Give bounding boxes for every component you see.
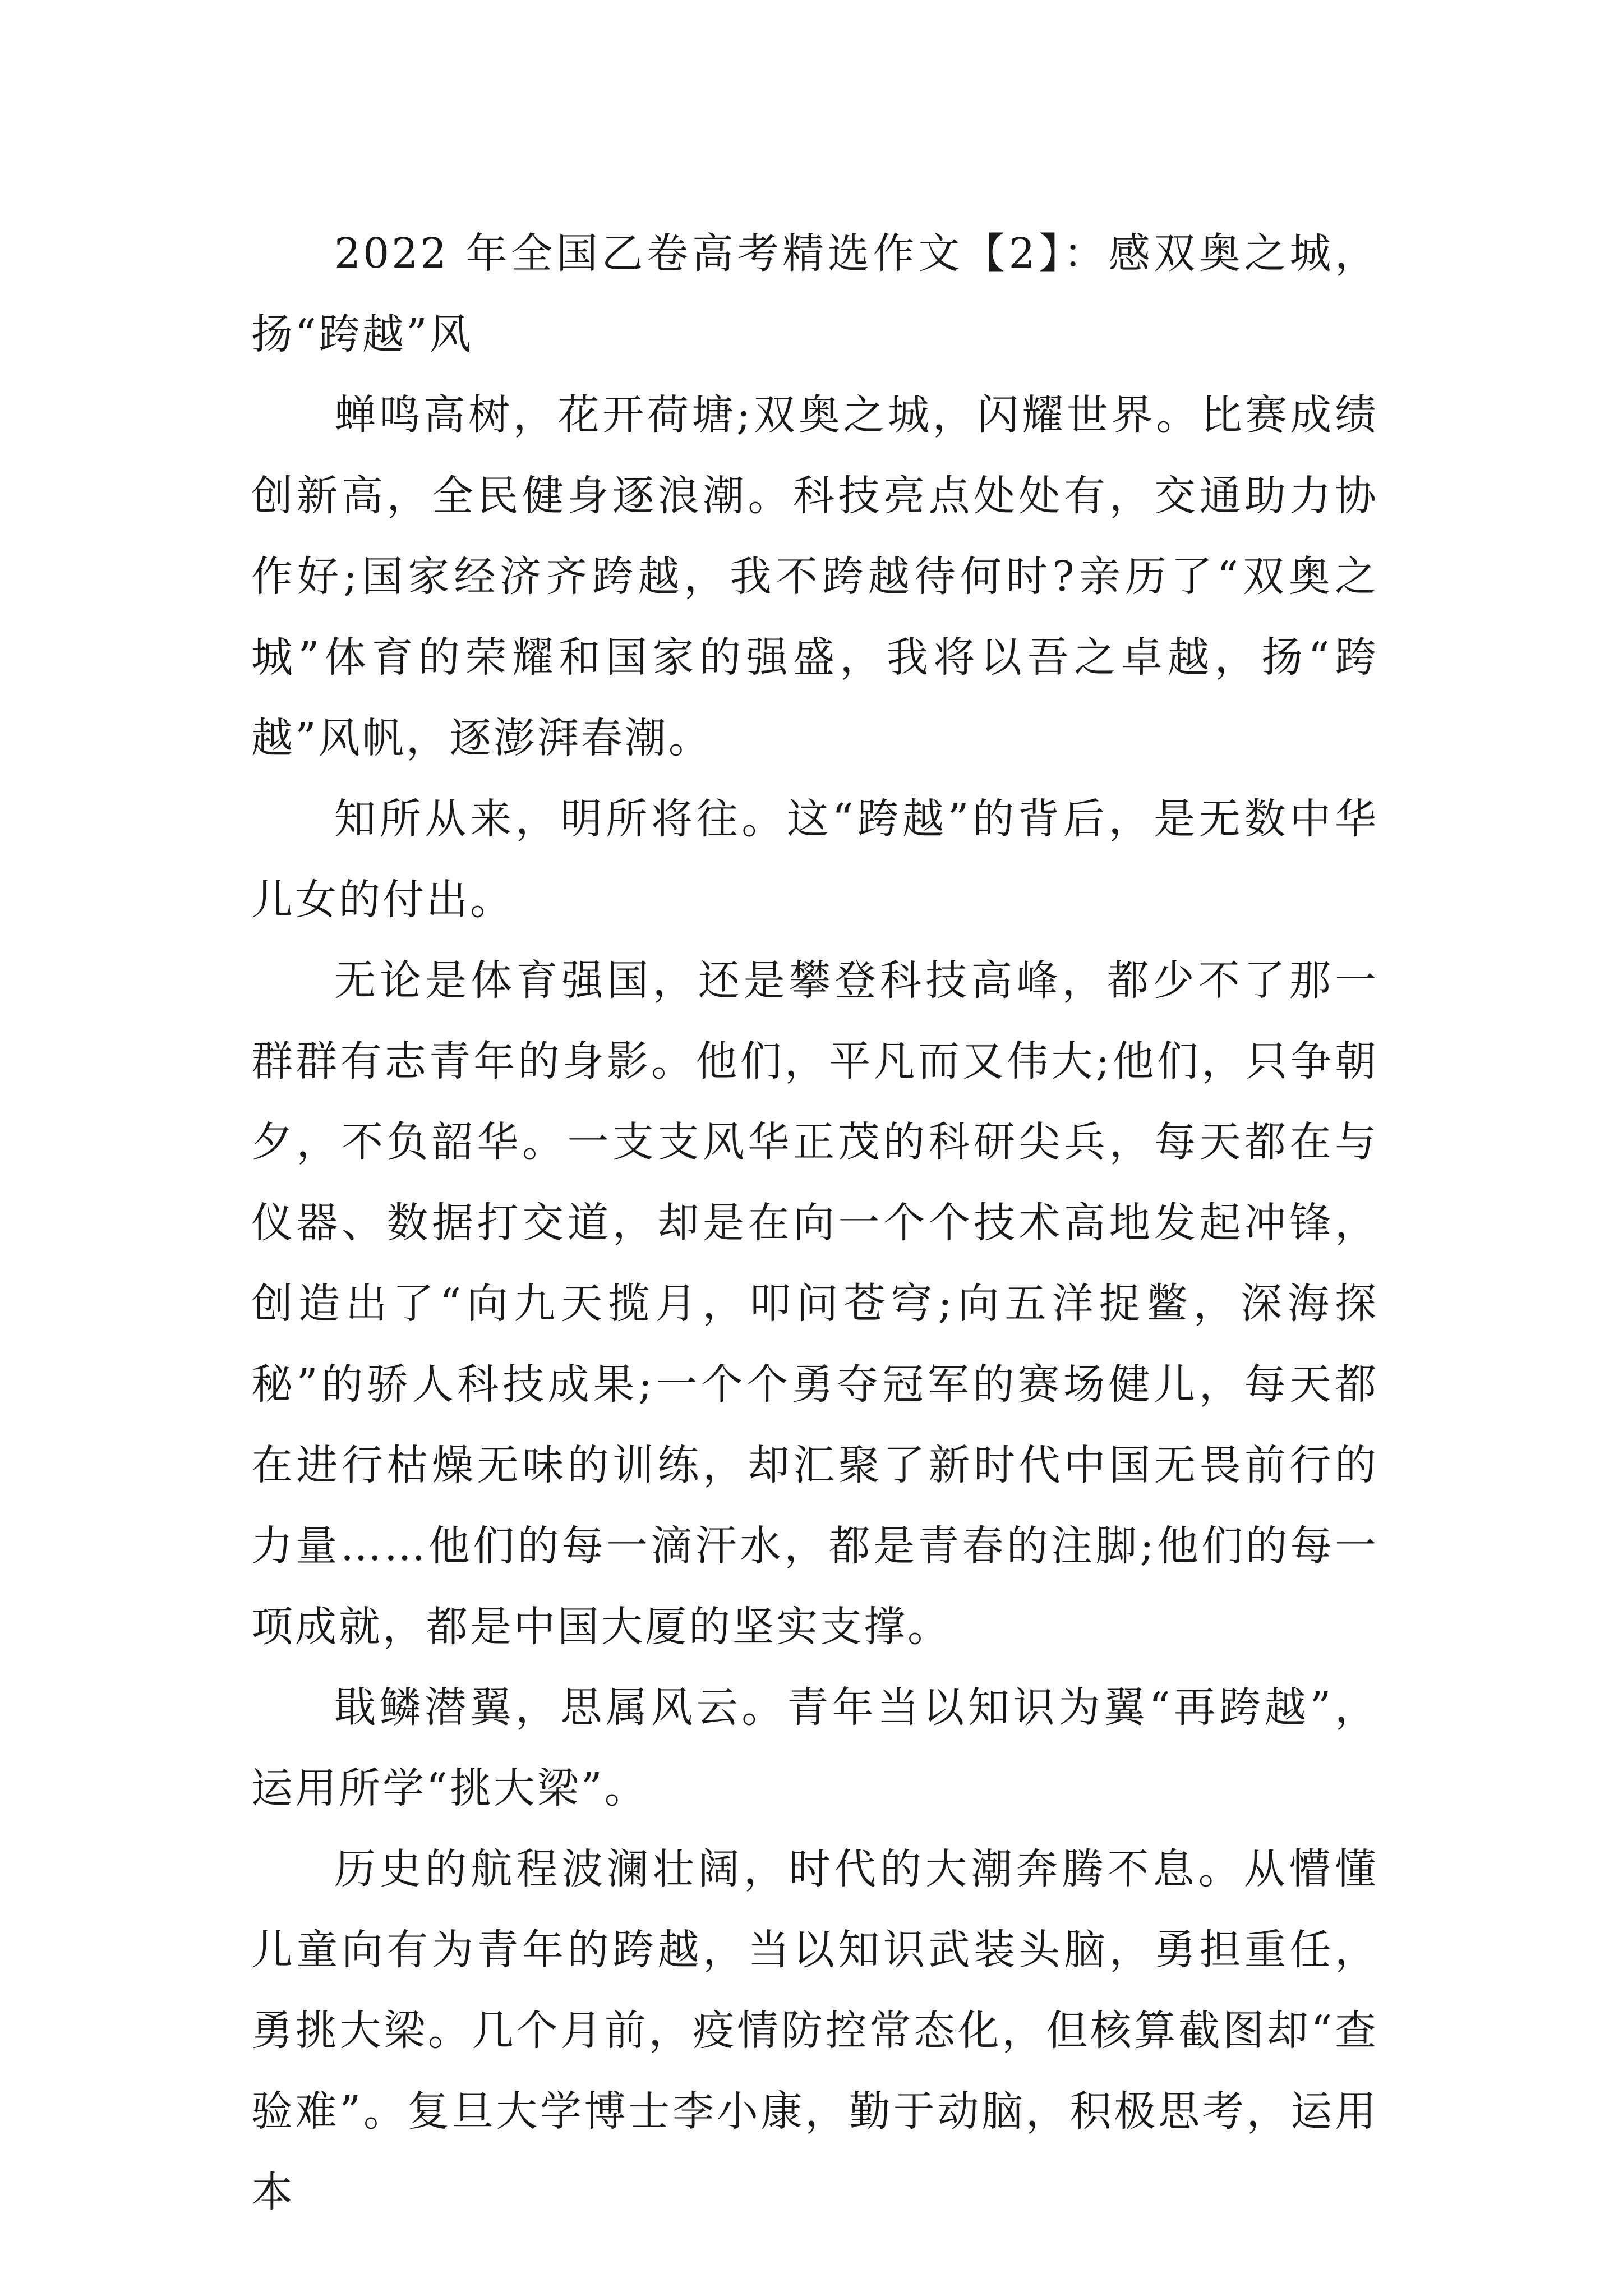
document-body <box>251 213 1378 2233</box>
paragraph-3: 无论是体育强国，还是攀登科技高峰，都少不了那一群群有志青年的身影。他们，平凡而又伟大;他们，只争朝夕，不负韶华。一支支风华正茂的科研尖兵，每天都在与仪器、数据打交道，却是在向一个个技术高地发起冲锋，创造出了“向九天揽月，叩问苍穹;向五洋捉鳖，深海探秘”的骄人科技成果;一个个勇夺冠军的赛场健儿，每天都在进行枯燥无味的训练，却汇聚了新时代中国无畏前行的力量……他们的每一滴汗水，都是青春的注脚;他们的每一项成就，都是中国大厦的坚实支撑。 <box>251 956 1378 1651</box>
paragraph-1: 蝉鸣高树，花开荷塘;双奥之城，闪耀世界。比赛成绩创新高，全民健身逐浪潮。科技亮点处处有，交通助力协作好;国家经济齐跨越，我不跨越待何时?亲历了“双奥之城”体育的荣耀和国家的强盛，我将以吾之卓越，扬“跨越”风帆，逐澎湃春潮。 <box>251 391 1378 762</box>
paragraph-2: 知所从来，明所将往。这“跨越”的背后，是无数中华儿女的付出。 <box>251 795 1378 924</box>
paragraph-5: 历史的航程波澜壮阔，时代的大潮奔腾不息。从懵懂儿童向有为青年的跨越，当以知识武装头脑，勇担重任，勇挑大梁。几个月前，疫情防控常态化，但核算截图却“查验难”。复旦大学博士李小康，勤于动脑，积极思考，运用本 <box>251 1845 1378 2216</box>
document-title: 2022 年全国乙卷高考精选作文【2】：感双奥之城，扬“跨越”风 <box>251 229 1378 358</box>
paragraph-4: 戢鳞潜翼，思属风云。青年当以知识为翼“再跨越”，运用所学“挑大梁”。 <box>251 1683 1378 1812</box>
